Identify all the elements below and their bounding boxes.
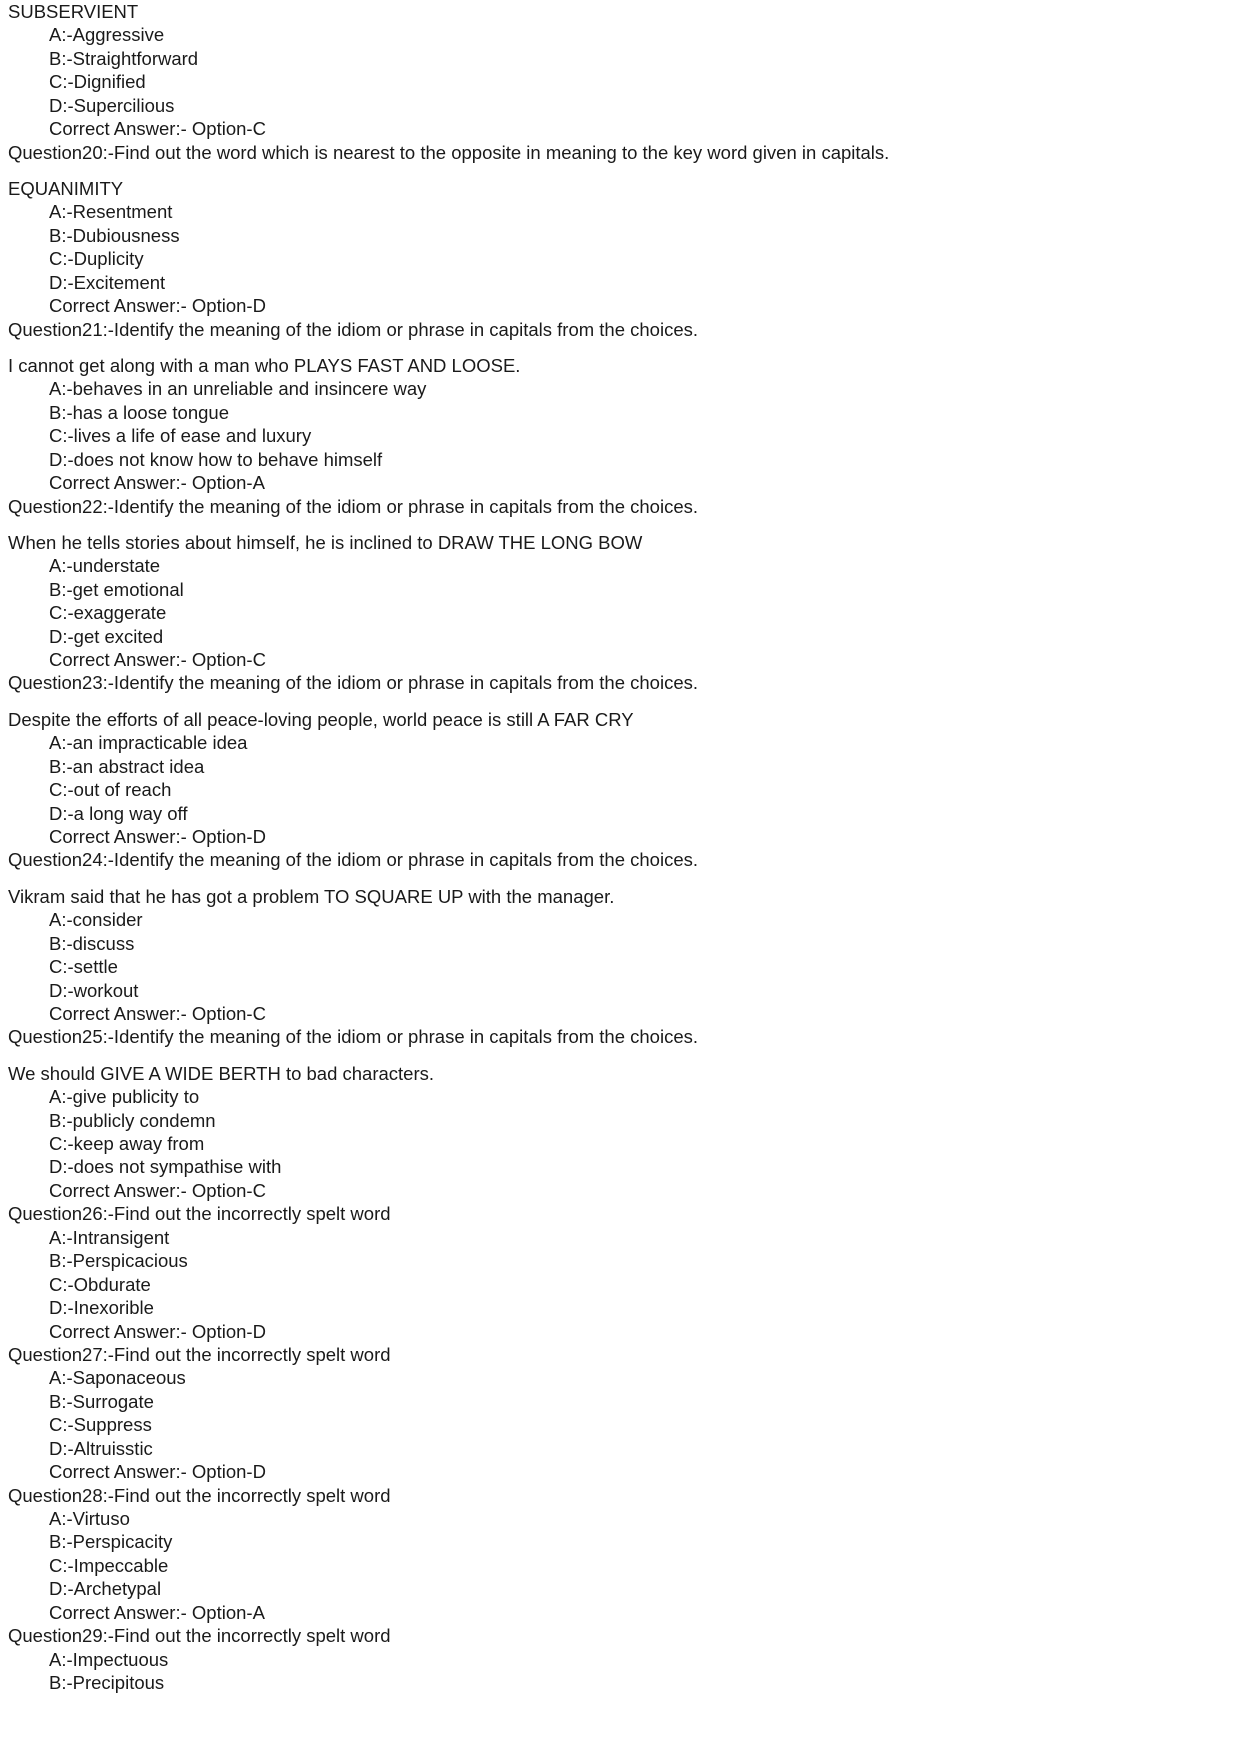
option-b: B:-Perspicacious	[49, 1250, 188, 1272]
question-block-23	[8, 671, 1228, 848]
question-block-29	[8, 1624, 1228, 1694]
question-block-22	[8, 495, 1228, 672]
option-d: D:-Archetypal	[49, 1578, 162, 1600]
option-c: C:-exaggerate	[49, 602, 167, 624]
question-text: Question27:-Find out the incorrectly spelt word	[8, 1343, 391, 1365]
option-d: D:-Supercilious	[49, 94, 175, 116]
question-block-19	[8, 0, 1228, 141]
question-text: Question28:-Find out the incorrectly spelt word	[8, 1484, 391, 1506]
correct-answer: Correct Answer:- Option-D	[49, 826, 266, 847]
question-block-26	[8, 1202, 1228, 1343]
prompt-text: We should GIVE A WIDE BERTH to bad characters.	[8, 1062, 435, 1084]
question-block-25	[8, 1025, 1228, 1202]
option-a: A:-Resentment	[49, 201, 173, 223]
option-a: A:-understate	[49, 555, 161, 577]
option-b: B:-discuss	[49, 932, 135, 954]
question-document	[8, 0, 1228, 1695]
correct-answer: Correct Answer:- Option-A	[49, 1601, 265, 1623]
option-b: B:-an abstract idea	[49, 755, 205, 777]
option-a: A:-consider	[49, 909, 143, 931]
gap	[8, 872, 1228, 885]
option-d: D:-Inexorible	[49, 1297, 154, 1319]
correct-answer: Correct Answer:- Option-C	[49, 1002, 266, 1024]
correct-answer: Correct Answer:- Option-C	[49, 649, 266, 671]
correct-answer: Correct Answer:- Option-C	[49, 1179, 266, 1201]
prompt-text: Despite the efforts of all peace-loving people, world peace is still A FAR CRY	[8, 708, 634, 730]
option-a: A:-Saponaceous	[49, 1367, 186, 1389]
option-d: D:-Excitement	[49, 271, 166, 293]
question-text: Question26:-Find out the incorrectly spelt word	[8, 1203, 391, 1225]
option-b: B:-Precipitous	[49, 1672, 165, 1694]
gap	[8, 518, 1228, 531]
correct-answer: Correct Answer:- Option-D	[49, 295, 266, 317]
correct-answer: Correct Answer:- Option-D	[49, 1461, 266, 1483]
question-text: Question21:-Identify the meaning of the idiom or phrase in capitals from the choices.	[8, 318, 699, 340]
option-b: B:-Straightforward	[49, 47, 199, 69]
question-block-28	[8, 1484, 1228, 1625]
option-b: B:-publicly condemn	[49, 1109, 216, 1131]
option-a: A:-behaves in an unreliable and insincere way	[49, 378, 427, 400]
option-c: C:-lives a life of ease and luxury	[49, 425, 312, 447]
option-a: A:-give publicity to	[49, 1086, 200, 1108]
question-block-27	[8, 1343, 1228, 1484]
option-a: A:-an impracticable idea	[49, 732, 248, 754]
question-text: Question29:-Find out the incorrectly spelt word	[8, 1625, 391, 1647]
option-d: D:-does not sympathise with	[49, 1156, 282, 1178]
question-block-20	[8, 141, 1228, 318]
option-a: A:-Impectuous	[49, 1648, 169, 1670]
option-b: B:-has a loose tongue	[49, 401, 229, 423]
question-block-24	[8, 848, 1228, 1025]
option-c: C:-out of reach	[49, 779, 172, 801]
question-text: Question22:-Identify the meaning of the idiom or phrase in capitals from the choices.	[8, 495, 699, 517]
option-a: A:-Intransigent	[49, 1226, 170, 1248]
prompt-text: When he tells stories about himself, he is inclined to DRAW THE LONG BOW	[8, 531, 643, 553]
option-d: D:-get excited	[49, 625, 164, 647]
option-c: C:-Duplicity	[49, 248, 144, 270]
prompt-text: Vikram said that he has got a problem TO SQUARE UP with the manager.	[8, 885, 615, 907]
option-d: D:-workout	[49, 979, 139, 1001]
option-c: C:-Obdurate	[49, 1273, 151, 1295]
option-a: A:-Virtuso	[49, 1508, 130, 1530]
option-c: C:-settle	[49, 956, 118, 978]
option-b: B:-Dubiousness	[49, 224, 180, 246]
correct-answer: Correct Answer:- Option-A	[49, 472, 265, 494]
gap	[8, 695, 1228, 708]
question-text: Question25:-Identify the meaning of the idiom or phrase in capitals from the choices.	[8, 1026, 699, 1048]
option-c: C:-Suppress	[49, 1414, 152, 1436]
question-text: Question24:-Identify the meaning of the idiom or phrase in capitals from the choices.	[8, 849, 699, 871]
prompt-text: EQUANIMITY	[8, 177, 124, 199]
prompt-text: SUBSERVIENT	[8, 1, 139, 22]
option-c: C:-Impeccable	[49, 1554, 169, 1576]
gap	[8, 164, 1228, 177]
correct-answer: Correct Answer:- Option-D	[49, 1320, 266, 1342]
option-d: D:-a long way off	[49, 802, 188, 824]
question-text: Question23:-Identify the meaning of the idiom or phrase in capitals from the choices.	[8, 672, 699, 694]
question-text: Question20:-Find out the word which is nearest to the opposite in meaning to the key word given in capitals.	[8, 141, 890, 163]
option-c: C:-Dignified	[49, 71, 146, 93]
option-c: C:-keep away from	[49, 1133, 205, 1155]
option-d: D:-does not know how to behave himself	[49, 448, 383, 470]
option-b: B:-get emotional	[49, 578, 184, 600]
option-d: D:-Altruisstic	[49, 1437, 153, 1459]
gap	[8, 341, 1228, 354]
correct-answer: Correct Answer:- Option-C	[49, 118, 266, 140]
gap	[8, 1049, 1228, 1062]
question-block-21	[8, 318, 1228, 495]
option-b: B:-Perspicacity	[49, 1531, 173, 1553]
option-b: B:-Surrogate	[49, 1390, 154, 1412]
prompt-text: I cannot get along with a man who PLAYS FAST AND LOOSE.	[8, 354, 521, 376]
option-a: A:-Aggressive	[49, 24, 165, 46]
